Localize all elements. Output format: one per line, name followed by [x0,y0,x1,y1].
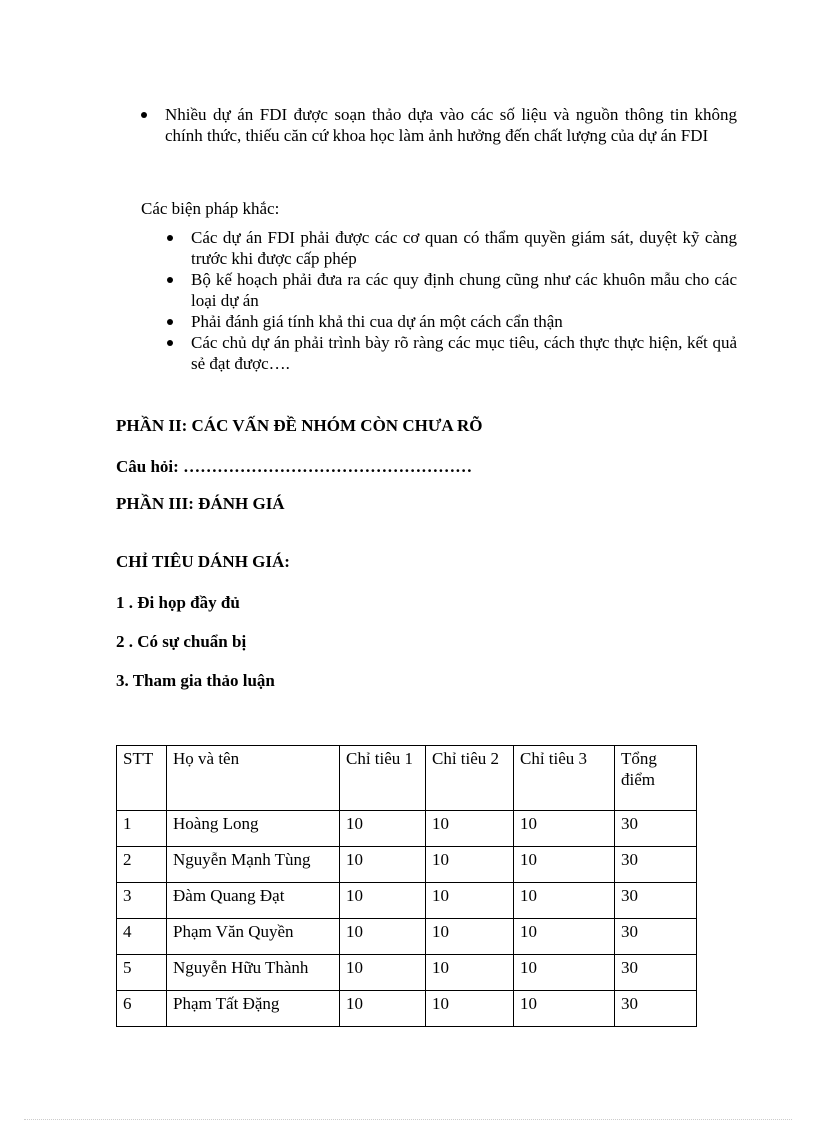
table-cell: Phạm Văn Quyền [167,919,340,955]
header-criterion-2: Chỉ tiêu 2 [426,746,514,811]
table-cell: 10 [426,991,514,1027]
table-cell: 10 [340,955,426,991]
table-row [117,955,697,991]
bullet-icon [167,319,173,325]
bullet-icon [167,340,173,346]
criterion-2: 2 . Có sự chuẩn bị [116,632,247,651]
table-cell: 10 [514,991,615,1027]
table-cell: Đàm Quang Đạt [167,883,340,919]
table-row [117,811,697,847]
table-row [117,919,697,955]
table-cell: Phạm Tất Đặng [167,991,340,1027]
measures-label: Các biện pháp khắc: [141,199,280,218]
table-cell: 30 [615,991,697,1027]
table-cell: 2 [117,847,167,883]
intro-bullet-list [165,104,737,146]
table-cell: 5 [117,955,167,991]
table-row [117,883,697,919]
list-item [165,104,737,146]
list-item [191,311,737,332]
table-cell: Nguyễn Mạnh Tùng [167,847,340,883]
table-row [117,847,697,883]
question-line: Câu hỏi: …………………………………………… [116,457,473,476]
table-cell: 4 [117,919,167,955]
list-item [191,269,737,311]
table-cell: 10 [426,919,514,955]
table-cell: 10 [426,811,514,847]
score-table [116,745,697,1027]
table-cell: 10 [340,811,426,847]
table-cell: 1 [117,811,167,847]
table-cell: Hoàng Long [167,811,340,847]
header-total: Tổng điểm [615,746,697,811]
list-item-text: Các dự án FDI phải được các cơ quan có thẩm quyền giám sát, duyệt kỹ càng trước khi được cấp phép [191,228,737,268]
header-criterion-3: Chỉ tiêu 3 [514,746,615,811]
list-item-text: Bộ kế hoạch phải đưa ra các quy định chung cũng như các khuôn mẫu cho các loại dự án [191,270,737,310]
header-name: Họ và tên [167,746,340,811]
table-cell: 10 [426,847,514,883]
bullet-icon [141,112,147,118]
table-cell: 10 [514,811,615,847]
table-cell: 30 [615,847,697,883]
table-cell: 30 [615,811,697,847]
table-cell: 10 [514,883,615,919]
part3-title: PHẦN III: ĐÁNH GIÁ [116,494,285,513]
measures-bullet-list [191,227,737,374]
table-cell: 10 [340,919,426,955]
page-bottom-divider [24,1119,792,1120]
list-item [191,332,737,374]
table-cell: 10 [426,883,514,919]
header-criterion-1: Chỉ tiêu 1 [340,746,426,811]
table-cell: 10 [514,847,615,883]
table-row [117,991,697,1027]
table-cell: 30 [615,883,697,919]
header-stt: STT [117,746,167,811]
bullet-icon [167,277,173,283]
table-cell: 10 [514,919,615,955]
table-cell: 30 [615,919,697,955]
list-item-text: Phải đánh giá tính khả thi cua dự án một cách cẩn thận [191,312,563,331]
criterion-3: 3. Tham gia thảo luận [116,671,275,690]
list-item-text: Các chủ dự án phải trình bày rõ ràng các mục tiêu, cách thực thực hiện, kết quả sẻ đạt được…. [191,333,737,373]
table-cell: 6 [117,991,167,1027]
table-cell: 10 [514,955,615,991]
table-header-row [117,746,697,811]
bullet-icon [167,235,173,241]
criterion-1: 1 . Đi họp đầy đủ [116,593,240,612]
part2-title: PHẦN II: CÁC VẤN ĐỀ NHÓM CÒN CHƯA RÕ [116,416,483,435]
table-cell: Nguyễn Hữu Thành [167,955,340,991]
table-cell: 10 [426,955,514,991]
table-cell: 10 [340,991,426,1027]
table-cell: 10 [340,883,426,919]
table-cell: 3 [117,883,167,919]
table-cell: 30 [615,955,697,991]
table-cell: 10 [340,847,426,883]
list-item-text: Nhiều dự án FDI được soạn thảo dựa vào các số liệu và nguồn thông tin không chính thức, thiếu căn cứ khoa học làm ảnh hưởng đến chất lượng của dự án FDI [165,105,737,145]
criteria-title: CHỈ TIÊU DÁNH GIÁ: [116,552,290,571]
list-item [191,227,737,269]
